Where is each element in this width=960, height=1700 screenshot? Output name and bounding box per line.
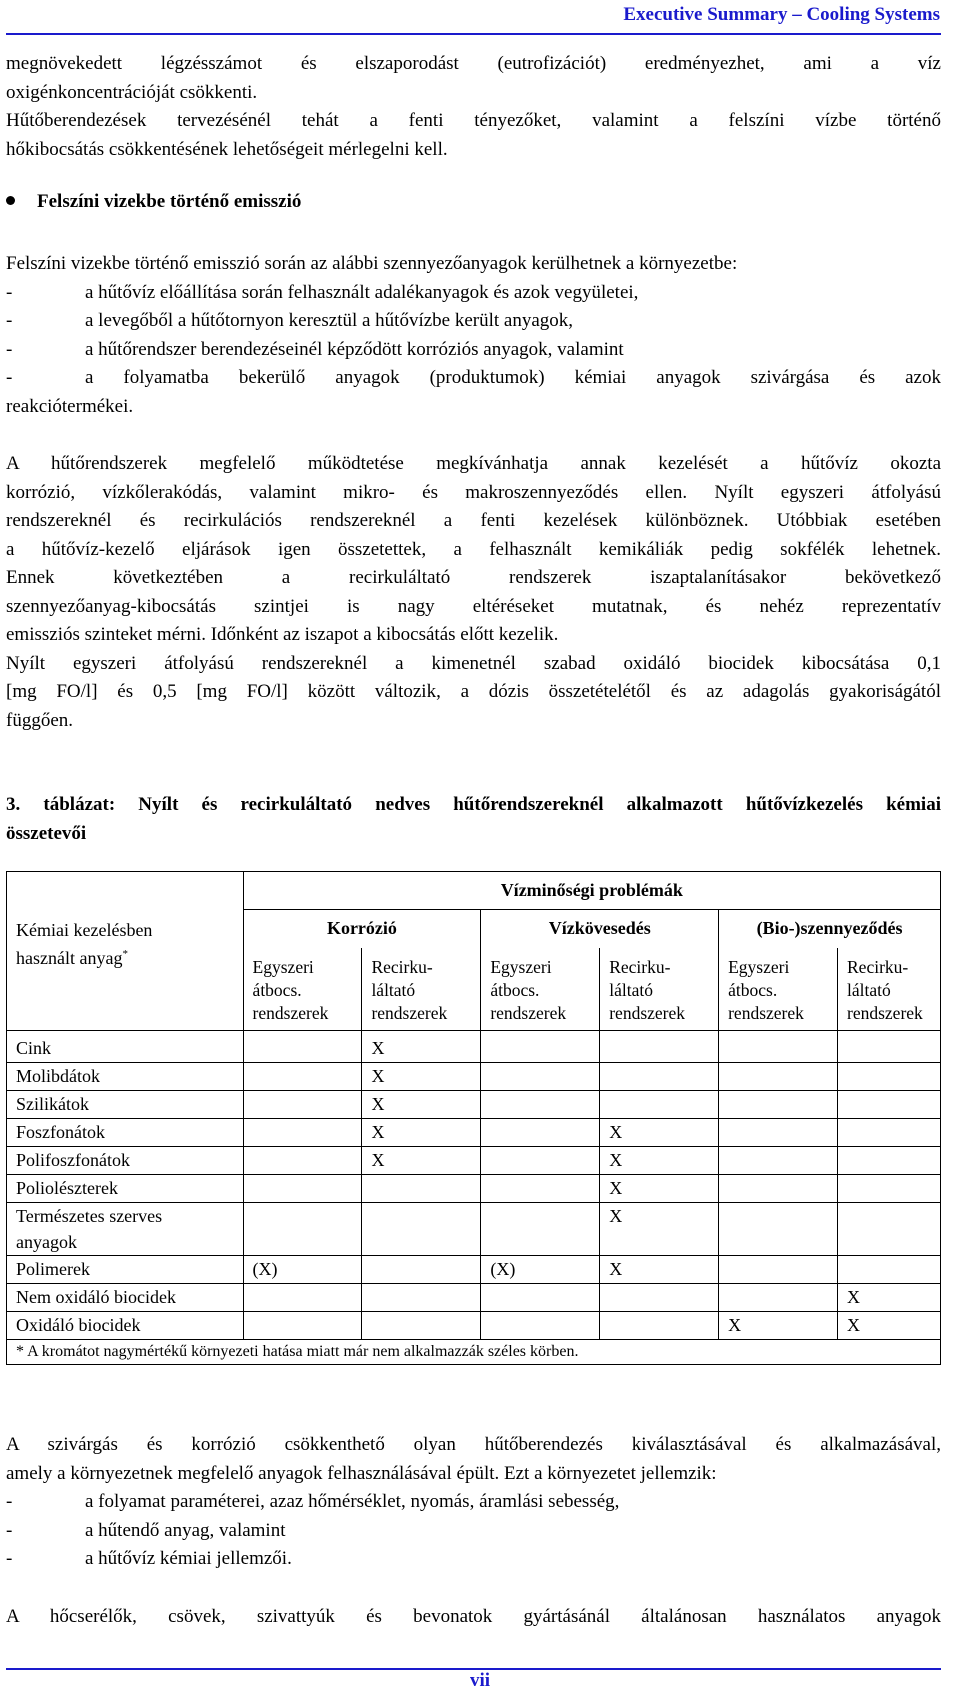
closing-paragraph <box>6 1431 941 1574</box>
table-row <box>7 1256 941 1284</box>
table-cell <box>481 1091 600 1119</box>
subheader-line: láltató <box>847 979 891 1000</box>
intro-paragraph <box>6 50 941 164</box>
table-cell: (X) <box>243 1256 362 1284</box>
table-cell <box>719 1203 838 1256</box>
table-cell <box>600 1091 719 1119</box>
header-rule <box>6 33 941 35</box>
section-heading-text: Felszíni vizekbe történő emisszió <box>37 191 302 212</box>
row-label <box>7 1063 244 1091</box>
table-header-row <box>7 872 941 910</box>
row-label <box>7 1203 244 1256</box>
table-row <box>7 1063 941 1091</box>
table-row <box>7 1091 941 1119</box>
text-line: Nyílt egyszeri átfolyású rendszereknél a kimenetnél szabad oxidáló biocidek kibocsátása 0,1 <box>6 652 941 674</box>
row-label-line: Poliolészterek <box>16 1178 118 1198</box>
dash-marker: - <box>6 1491 13 1512</box>
text-line: A hűtőrendszerek megfelelő működtetése megkívánhatja annak kezelését a hűtővíz okozta <box>6 453 941 474</box>
table-cell <box>838 1063 941 1091</box>
table-cell <box>719 1091 838 1119</box>
table-cell <box>600 1284 719 1312</box>
text-line: A szivárgás és korrózió csökkenthető olyan hűtőberendezés kiválasztásával és alkalmazásával, <box>6 1434 941 1455</box>
table-cell <box>600 1063 719 1091</box>
subheader-line: Egyszeri <box>728 956 790 977</box>
table-cell <box>719 1256 838 1284</box>
table-row <box>7 1284 941 1312</box>
table-cell: X <box>362 1119 481 1147</box>
subheader-single-pass <box>719 948 838 1031</box>
list-item <box>6 364 941 393</box>
text-line: Hűtőberendezések tervezésénél tehát a fenti tényezőket, valamint a felszíni vízbe történő <box>6 110 941 131</box>
list-item <box>6 1488 941 1517</box>
table-cell: X <box>362 1031 481 1063</box>
table-cell: X <box>600 1175 719 1203</box>
table-cell <box>481 1284 600 1312</box>
subheader-recirculating <box>600 948 719 1031</box>
table-caption <box>6 790 941 848</box>
row-label-line: Természetes szerves <box>16 1206 163 1226</box>
text-line: rendszereknél és recirkulációs rendszereknél a fenti kezelések különböznek. Utóbbiak esetében <box>6 510 941 531</box>
subheader-recirculating <box>362 948 481 1031</box>
subheader-line: rendszerek <box>371 1002 448 1023</box>
table-cell: X <box>838 1284 941 1312</box>
table-row <box>7 1119 941 1147</box>
treatment-paragraph <box>6 450 941 735</box>
table-cell <box>243 1119 362 1147</box>
row-label <box>7 1031 244 1063</box>
top-header: Vízminőségi problémák <box>243 872 940 910</box>
table-cell <box>362 1312 481 1340</box>
table-footnote: * A kromátot nagymértékű környezeti hatása miatt már nem alkalmazzák széles körben. <box>7 1340 941 1365</box>
table-cell <box>838 1119 941 1147</box>
table-cell <box>362 1284 481 1312</box>
text-line: oxigénkoncentrációját csökkenti. <box>6 81 258 103</box>
list-item-text: a hűtővíz előállítása során felhasznált adalékanyagok és azok vegyületei, <box>85 281 639 303</box>
table-cell <box>719 1284 838 1312</box>
text-line: függően. <box>6 709 74 731</box>
list-item <box>6 307 941 336</box>
subheader-line: Egyszeri <box>490 956 552 977</box>
row-label <box>7 1119 244 1147</box>
list-item <box>6 279 941 308</box>
subheader-single-pass <box>481 948 600 1031</box>
subheader-line: láltató <box>609 979 653 1000</box>
emission-list <box>6 250 941 421</box>
table-cell <box>243 1063 362 1091</box>
subheader-line: Egyszeri <box>252 956 314 977</box>
row-header-line: használt anyag <box>16 947 123 968</box>
row-label-line: Cink <box>16 1038 52 1058</box>
table-cell <box>481 1203 600 1256</box>
row-header-line: Kémiai kezelésben <box>16 919 153 940</box>
table-row <box>7 1031 941 1063</box>
table-cell <box>719 1063 838 1091</box>
table-cell <box>838 1147 941 1175</box>
table-cell: X <box>600 1119 719 1147</box>
table-cell <box>719 1175 838 1203</box>
list-item-text: a folyamatba bekerülő anyagok (produktumok) kémiai anyagok szivárgása és azok <box>85 367 941 388</box>
row-label <box>7 1175 244 1203</box>
text-line: emissziós szinteket mérni. Időnként az iszapot a kibocsátás előtt kezelik. <box>6 624 559 645</box>
subheader-line: rendszerek <box>728 1002 804 1023</box>
dash-marker: - <box>6 281 13 303</box>
table-cell: X <box>362 1063 481 1091</box>
list-item-tail: reakciótermékei. <box>6 395 134 417</box>
table-cell <box>481 1175 600 1203</box>
caption-line: 3. táblázat: Nyílt és recirkuláltató nedves hűtőrendszereknél alkalmazott hűtővízkezelés kémiai <box>6 794 941 815</box>
table-cell <box>838 1031 941 1063</box>
row-header <box>7 910 244 1031</box>
text-line: Ennek következtében a recirkuláltató rendszerek iszaptalanításakor bekövetkező <box>6 567 941 588</box>
table-cell <box>481 1147 600 1175</box>
table-cell: X <box>719 1312 838 1340</box>
table-cell <box>838 1256 941 1284</box>
row-label <box>7 1147 244 1175</box>
table-cell: X <box>838 1312 941 1340</box>
subheader-line: Recirku- <box>847 956 909 977</box>
text-line: megnövekedett légzésszámot és elszaporodást (eutrofizációt) eredményezhet, ami a víz <box>6 53 941 74</box>
table-cell: X <box>362 1147 481 1175</box>
dash-marker: - <box>6 310 13 331</box>
table-cell <box>481 1063 600 1091</box>
list-item <box>6 1545 941 1574</box>
row-label-line: Foszfonátok <box>16 1122 105 1142</box>
section-heading <box>6 191 301 213</box>
final-paragraph <box>6 1603 941 1632</box>
subheader-recirculating <box>838 948 941 1031</box>
table-cell: X <box>600 1203 719 1256</box>
row-label-line: Molibdátok <box>16 1066 100 1086</box>
table-cell <box>600 1312 719 1340</box>
table-cell <box>481 1031 600 1063</box>
dash-marker: - <box>6 338 13 360</box>
row-label <box>7 1312 244 1340</box>
emission-lead: Felszíni vizekbe történő emisszió során az alábbi szennyezőanyagok kerülhetnek a környezetbe: <box>6 253 738 274</box>
table-cell: X <box>362 1091 481 1119</box>
table-footnote-row <box>7 1340 941 1365</box>
table-cell: X <box>600 1256 719 1284</box>
table-cell <box>481 1312 600 1340</box>
footnote-mark: * <box>122 947 128 960</box>
table-cell <box>243 1175 362 1203</box>
table-cell <box>243 1031 362 1063</box>
subheader-line: rendszerek <box>609 1002 686 1023</box>
text-line: [mg FO/l] és 0,5 [mg FO/l] között változik, a dózis összetételétől és az adagolás gyakoriságától <box>6 681 941 702</box>
row-label-line: Szilikátok <box>16 1094 89 1114</box>
table-cell <box>719 1119 838 1147</box>
list-item-text: a hűtőrendszer berendezéseinél képződött korróziós anyagok, valamint <box>85 338 624 360</box>
running-header: Executive Summary – Cooling Systems <box>623 4 940 25</box>
dash-marker: - <box>6 1519 13 1541</box>
table-cell <box>481 1119 600 1147</box>
table-cell <box>600 1031 719 1063</box>
table-body <box>7 1031 941 1340</box>
text-line: a hűtővíz-kezelő eljárások igen összetettek, a felhasznált kemikáliák pedig sokfélék lehetnek. <box>6 538 941 560</box>
table-cell: (X) <box>481 1256 600 1284</box>
list-item-text: a hűtendő anyag, valamint <box>85 1519 286 1541</box>
list-item-text: a hűtővíz kémiai jellemzői. <box>85 1548 292 1569</box>
subheader-line: Recirku- <box>371 956 433 977</box>
bullet-icon <box>6 196 15 205</box>
table-row <box>7 1175 941 1203</box>
table-cell <box>838 1203 941 1256</box>
list-item <box>6 1517 941 1546</box>
row-label-line: anyagok <box>16 1232 77 1252</box>
group-header: Korrózió <box>243 910 481 948</box>
subheader-line: átbocs. <box>252 979 302 1000</box>
table-cell <box>243 1203 362 1256</box>
subheader-line: rendszerek <box>847 1002 923 1023</box>
caption-line: összetevői <box>6 823 87 844</box>
row-label-line: Polimerek <box>16 1259 90 1279</box>
row-label <box>7 1256 244 1284</box>
table-row <box>7 1203 941 1256</box>
table-cell <box>719 1147 838 1175</box>
subheader-line: Recirku- <box>609 956 671 977</box>
table-cell: X <box>600 1147 719 1175</box>
text-line: hőkibocsátás csökkentésének lehetőségeit mérlegelni kell. <box>6 138 448 160</box>
table-cell <box>362 1203 481 1256</box>
subheader-line: láltató <box>371 979 416 1000</box>
text-line: szennyezőanyag-kibocsátás szintjei is nagy eltéréseket mutatnak, és nehéz reprezentatív <box>6 595 941 617</box>
row-label-line: Nem oxidáló biocidek <box>16 1287 176 1307</box>
table-cell <box>243 1284 362 1312</box>
text-line: amely a környezetnek megfelelő anyagok felhasználásával épült. Ezt a környezetet jellemzik: <box>6 1462 717 1484</box>
subheader-line: átbocs. <box>490 979 540 1000</box>
table-cell <box>838 1175 941 1203</box>
row-label <box>7 1284 244 1312</box>
table-row <box>7 1312 941 1340</box>
row-label <box>7 1091 244 1119</box>
group-header: (Bio-)szennyeződés <box>719 910 941 948</box>
table-cell <box>243 1312 362 1340</box>
row-label-line: Oxidáló biocidek <box>16 1315 141 1335</box>
dash-marker: - <box>6 367 13 388</box>
group-header: Vízkövesedés <box>481 910 719 948</box>
table-cell <box>362 1256 481 1284</box>
row-label-line: Polifoszfonátok <box>16 1150 130 1170</box>
table-cell <box>362 1175 481 1203</box>
text-line: korrózió, vízkőlerakódás, valamint mikro- és makroszennyeződés ellen. Nyílt egyszeri átfolyású <box>6 481 941 503</box>
list-item <box>6 336 941 365</box>
dash-marker: - <box>6 1548 13 1569</box>
subheader-line: rendszerek <box>490 1002 567 1023</box>
table-cell <box>243 1091 362 1119</box>
subheader-single-pass <box>243 948 362 1031</box>
subheader-line: rendszerek <box>252 1002 329 1023</box>
table-cell <box>243 1147 362 1175</box>
table-cell <box>719 1031 838 1063</box>
chemical-table <box>6 871 941 1365</box>
corner-cell <box>7 872 244 910</box>
list-item-text: a folyamat paraméterei, azaz hőmérséklet, nyomás, áramlási sebesség, <box>85 1491 620 1512</box>
text-line: A hőcserélők, csövek, szivattyúk és bevonatok gyártásánál általánosan használatos anyagok <box>6 1606 941 1627</box>
table-row <box>7 1147 941 1175</box>
page-number: vii <box>469 1670 491 1691</box>
table-cell <box>838 1091 941 1119</box>
group-header-row <box>7 910 941 948</box>
subheader-line: átbocs. <box>728 979 778 1000</box>
list-item-text: a levegőből a hűtőtornyon keresztül a hűtővízbe került anyagok, <box>85 310 574 331</box>
